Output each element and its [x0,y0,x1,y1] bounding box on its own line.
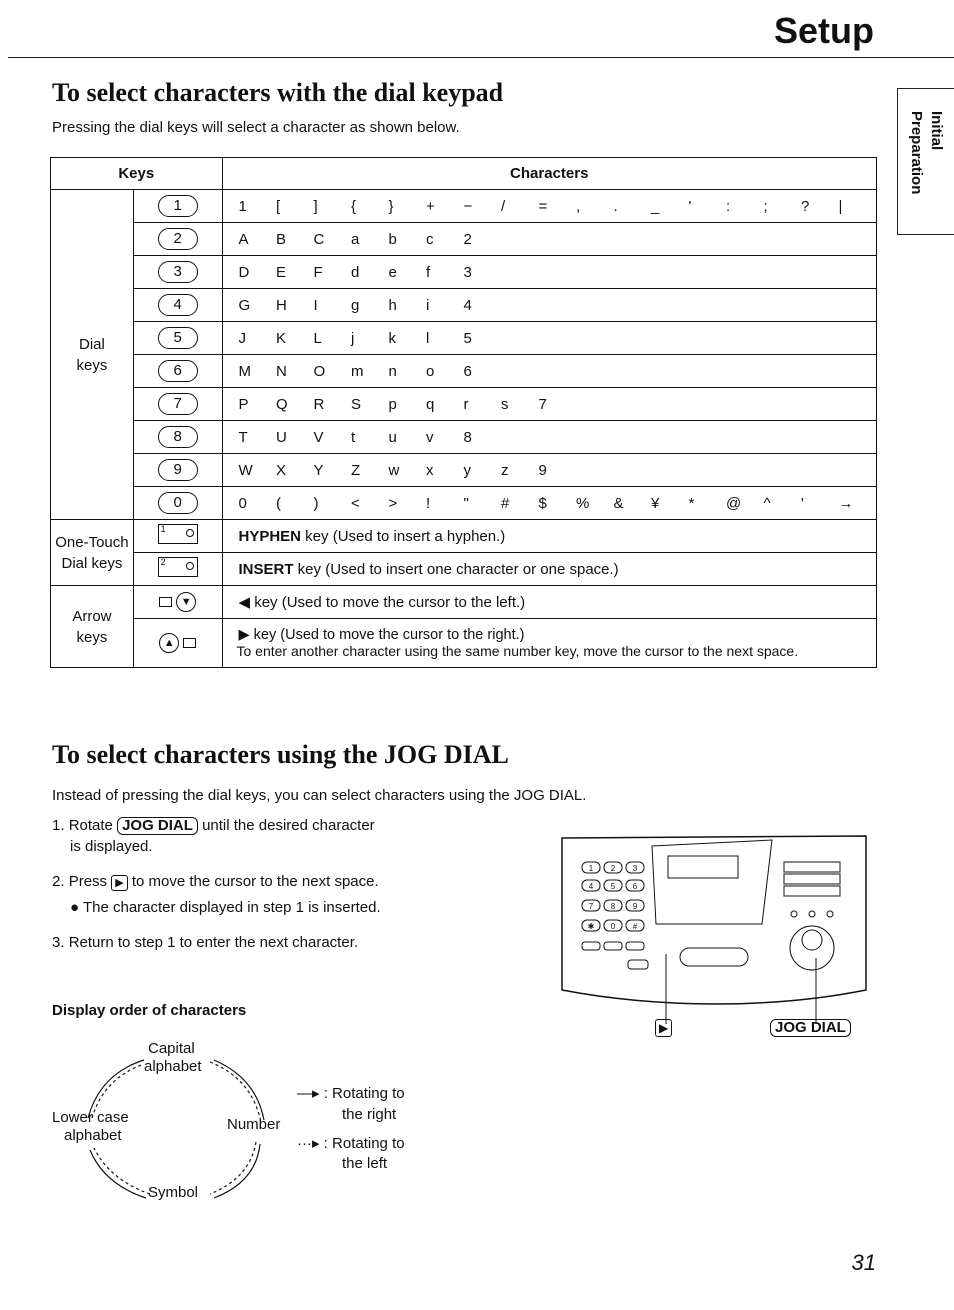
character: y [463,461,471,479]
character: h [388,296,397,314]
legend-rotate-right-line2: the right [342,1106,397,1123]
character: / [501,197,506,215]
dial-key-row [51,322,877,355]
jog-dial-callout: JOG DIAL [770,1019,851,1037]
character: v [426,428,434,446]
character: < [351,494,360,512]
dial-key-7: 7 [133,388,222,421]
svg-text:2: 2 [610,864,616,873]
svg-text:1: 1 [588,864,594,873]
page-number: 31 [851,1250,876,1275]
character: A [238,230,249,248]
character: [ [276,197,281,215]
jog-dial-label: JOG DIAL [117,817,198,835]
svg-text:4: 4 [588,882,594,891]
character: ! [426,494,431,512]
dial-key-row [51,190,877,223]
dial-key-characters [222,223,877,256]
section-jog-dial-title: To select characters using the JOG DIAL [52,740,509,769]
step-1-line2: is displayed. [70,838,153,855]
character: t [351,428,356,446]
character: 8 [463,428,472,446]
character: ; [763,197,768,215]
dial-key-row [51,289,877,322]
character: D [238,263,250,281]
dial-key-characters [222,454,877,487]
character: 6 [463,362,472,380]
dial-key-characters [222,256,877,289]
character: ? [801,197,810,215]
cursor-right-button-icon: ▶ [111,875,127,891]
dial-key-1: 1 [133,190,222,223]
character: # [501,494,510,512]
character: I [313,296,318,314]
character: K [276,329,287,347]
character: Y [313,461,324,479]
character: L [313,329,322,347]
character: S [351,395,362,413]
character: → [838,494,854,512]
side-tab-line1: Initial [928,111,945,151]
character: P [238,395,249,413]
character: | [838,197,843,215]
dial-key-characters [222,190,877,223]
character: + [426,197,435,215]
character: r [463,395,469,413]
lower-case-label: Lower case alphabet [52,1109,129,1144]
character: O [313,362,326,380]
character: m [351,362,364,380]
character: = [538,197,548,215]
character: ^ [763,494,771,512]
character: X [276,461,287,479]
character: i [426,296,430,314]
character: . [613,197,618,215]
dial-key-3: 3 [133,256,222,289]
character: * [688,494,695,512]
dial-key-characters [222,421,877,454]
svg-text:0: 0 [610,922,616,931]
character: R [313,395,325,413]
character: 5 [463,329,472,347]
dial-key-row [51,454,877,487]
character: ¥ [651,494,660,512]
character: $ [538,494,547,512]
section-dial-keypad-intro: Pressing the dial keys will select a character as shown below. [52,119,460,136]
character: ] [313,197,318,215]
step-2-bullet: ● The character displayed in step 1 is inserted. [70,899,381,916]
legend-rotate-left: ···▸ : Rotating to [297,1135,405,1152]
character: ) [313,494,319,512]
character: ' [688,197,692,215]
character: J [238,329,246,347]
fax-machine-illustration [556,828,876,1046]
character: a [351,230,360,248]
character: 4 [463,296,472,314]
character: ' [801,494,804,512]
left-arrow-key-icon: ▼ [133,586,222,619]
character: > [388,494,398,512]
character: H [276,296,287,314]
character: { [351,197,357,215]
header-characters: Characters [222,158,877,190]
dial-key-2: 2 [133,223,222,256]
character: f [426,263,431,281]
character: 1 [238,197,247,215]
character: q [426,395,435,413]
number-label: Number [227,1116,281,1133]
character: & [613,494,624,512]
character: C [313,230,325,248]
character: 0 [238,494,247,512]
dial-key-row [51,487,877,520]
character: ( [276,494,281,512]
dial-key-5: 5 [133,322,222,355]
dial-key-9: 9 [133,454,222,487]
dial-key-row [51,223,877,256]
character: s [501,395,509,413]
header-keys: Keys [51,158,223,190]
character: o [426,362,435,380]
character: c [426,230,434,248]
character: F [313,263,323,281]
display-order-title: Display order of characters [52,1002,247,1019]
character: _ [651,197,660,215]
svg-text:7: 7 [588,902,594,911]
hyphen-key-desc: HYPHEN key (Used to insert a hyphen.) [222,520,877,553]
character: − [463,197,473,215]
left-arrow-desc: ◀ key (Used to move the cursor to the left.) [222,586,877,619]
dial-keys-label: Dial keys [51,190,134,520]
arrow-keys-label: Arrow keys [51,586,134,668]
character: U [276,428,287,446]
character: % [576,494,590,512]
character: b [388,230,397,248]
dial-key-characters [222,322,877,355]
dial-key-characters [222,289,877,322]
dial-key-characters [222,355,877,388]
dial-key-row [51,388,877,421]
one-touch-key-2: 2 [133,553,222,586]
character: @ [726,494,742,512]
step-3: 3. Return to step 1 to enter the next character. [52,934,359,951]
character: Q [276,395,288,413]
right-arrow-key-icon: ▲ [133,619,222,668]
character-table [50,157,877,668]
step-2: 2. Press ▶ to move the cursor to the next space. [52,873,379,890]
character: n [388,362,397,380]
dial-key-8: 8 [133,421,222,454]
character: B [276,230,287,248]
page-section-title: Setup [773,10,874,51]
character: Z [351,461,361,479]
legend-rotate-left-line2: the left [342,1155,388,1172]
character: M [238,362,251,380]
character: k [388,329,396,347]
step-1: 1. Rotate JOG DIAL until the desired character [52,817,375,834]
cursor-right-button-icon: ▶ [655,1019,672,1037]
dial-key-0: 0 [133,487,222,520]
section-dial-keypad-title: To select characters with the dial keypad [52,78,504,107]
section-jog-dial-intro: Instead of pressing the dial keys, you can select characters using the JOG DIAL. [52,787,587,804]
character: " [463,494,469,512]
svg-text:✱: ✱ [587,922,595,931]
character: z [501,461,509,479]
character: l [426,329,430,347]
side-tab [897,88,954,235]
right-arrow-desc: ▶ key (Used to move the cursor to the right.) To enter another character using the same number key, move the cursor to the next space. [222,619,877,668]
dial-key-4: 4 [133,289,222,322]
character: } [388,197,394,215]
character: W [238,461,253,479]
character: 7 [538,395,547,413]
one-touch-key-1: 1 [133,520,222,553]
character: u [388,428,397,446]
legend-rotate-right: —▸ : Rotating to [297,1085,405,1102]
symbol-label: Symbol [148,1184,199,1201]
capital-alphabet-label: Capital alphabet [144,1040,202,1075]
character: e [388,263,397,281]
dial-key-row [51,421,877,454]
character: 3 [463,263,472,281]
character: p [388,395,397,413]
character: N [276,362,287,380]
character: w [388,461,400,479]
dial-key-characters [222,388,877,421]
character: V [313,428,324,446]
insert-key-desc: INSERT key (Used to insert one character or one space.) [222,553,877,586]
character: G [238,296,251,314]
side-tab-line2: Preparation [908,111,925,195]
character: , [576,197,581,215]
character: 9 [538,461,547,479]
character: g [351,296,360,314]
character: d [351,263,360,281]
character: E [276,263,287,281]
header-rule [8,57,954,58]
svg-text:6: 6 [632,882,638,891]
character: 2 [463,230,472,248]
dial-key-6: 6 [133,355,222,388]
svg-text:3: 3 [632,864,638,873]
one-touch-label: One-Touch Dial keys [51,520,134,586]
character: : [726,197,731,215]
svg-text:5: 5 [610,882,616,891]
svg-text:8: 8 [610,902,616,911]
svg-text:#: # [632,922,638,931]
character: T [238,428,248,446]
dial-key-row [51,256,877,289]
character: j [351,329,355,347]
dial-key-row [51,355,877,388]
character: x [426,461,434,479]
svg-text:9: 9 [632,902,638,911]
dial-key-characters [222,487,877,520]
